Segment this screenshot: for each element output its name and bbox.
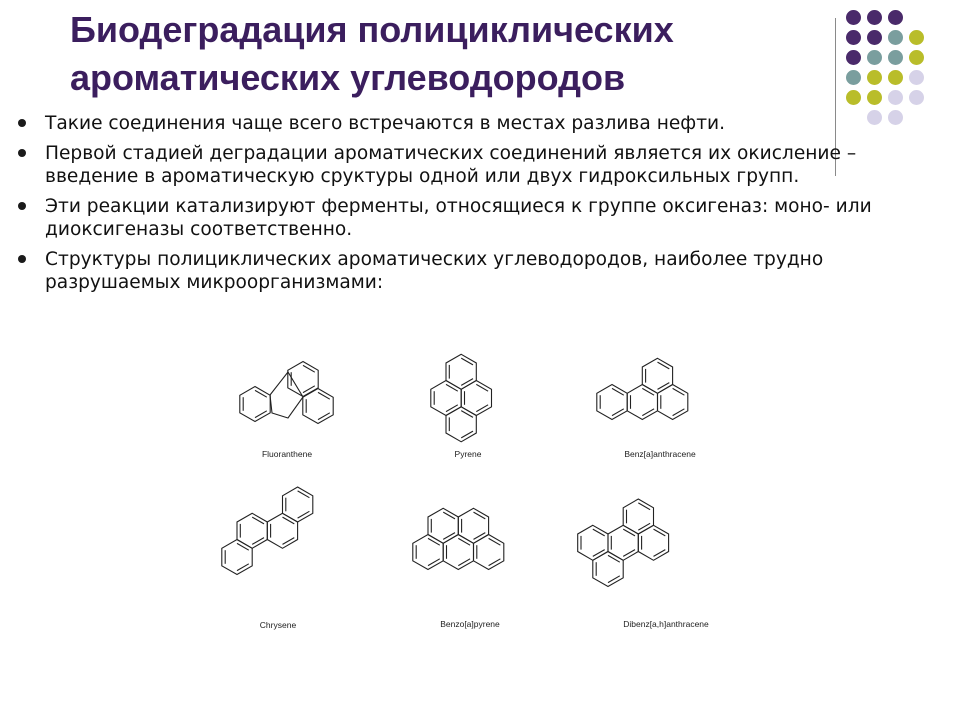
double-bond [443,512,455,519]
aromatic-ring [474,535,504,570]
double-bond [458,559,470,566]
double-bond [283,517,295,524]
double-bond [461,379,473,386]
aromatic-ring [446,354,476,389]
double-bond [237,564,249,571]
double-bond [489,559,501,566]
double-bond [283,538,295,545]
double-bond [303,365,315,372]
chrysene-label: Chrysene [259,620,297,630]
double-bond [608,555,620,562]
bullet-text: Структуры полициклических ароматических углеводородов, наиболее трудно разрушаемых микроорганизмами: [45,249,824,293]
five-membered-ring [270,372,303,418]
double-bond [476,405,488,412]
aromatic-ring [461,381,491,416]
aromatic-ring [413,535,443,570]
double-bond [623,550,635,557]
double-bond [461,411,473,418]
double-bond [476,384,488,391]
benzanthracene-structure [597,358,688,419]
double-bond [252,517,264,524]
benzopyrene-label: Benzo[a]pyrene [440,619,500,629]
aromatic-ring [428,508,458,543]
aromatic-ring [443,535,473,570]
benzanthracene-label: Benz[a]anthracene [624,449,696,459]
double-bond [623,529,635,536]
double-bond [252,538,264,545]
double-bond [255,411,267,418]
double-bond [474,533,486,540]
aromatic-ring [237,513,267,548]
double-bond [255,390,267,397]
double-bond [608,576,620,583]
double-bond [658,383,670,390]
pyrene-label: Pyrene [454,449,482,459]
aromatic-ring [222,540,252,575]
fluoranthene-label: Fluoranthene [261,449,313,459]
title-line-2: ароматических углеводородов [70,57,626,98]
double-bond [461,358,473,365]
double-bond [458,538,470,545]
double-bond [642,409,654,416]
aromatic-ring [458,508,488,543]
dibenzanthracene-structure [578,499,669,587]
benzopyrene-structure [413,508,504,569]
double-bond [612,409,624,416]
aromatic-ring [608,525,638,560]
double-bond [298,491,310,498]
double-bond [489,538,501,545]
double-bond [593,550,605,557]
aromatic-ring [642,358,672,393]
double-bond [318,392,330,399]
bullet-text: Первой стадией деградации ароматических соединений является их окисление – введение в ароматическую сруктуры одной или двух гидроксильных групп. [45,143,857,187]
aromatic-ring [638,525,668,560]
bullet-text: Эти реакции катализируют ферменты, относящиеся к группе оксигеназ: моно- или диоксигеназы соответственно. [45,196,872,240]
aromatic-ring [578,525,608,560]
double-bond [237,543,249,550]
fluoranthene-structure [240,362,333,424]
aromatic-ring [593,552,623,587]
aromatic-ring [446,407,476,442]
double-bond [673,409,685,416]
aromatic-ring [431,381,461,416]
double-bond [612,388,624,395]
dibenzanthracene-label: Dibenz[a,h]anthracene [623,619,709,629]
double-bond [428,538,440,545]
double-bond [446,405,458,412]
double-bond [474,512,486,519]
double-bond [443,533,455,540]
double-bond [673,388,685,395]
aromatic-ring [240,387,270,422]
aromatic-ring [597,385,627,420]
double-bond [642,388,654,395]
aromatic-ring [658,385,688,420]
double-bond [658,362,670,369]
double-bond [654,550,666,557]
double-bond [593,529,605,536]
aromatic-ring [623,499,653,534]
double-bond [446,384,458,391]
double-bond [638,523,650,530]
double-bond [318,413,330,420]
bullet-text: Такие соединения чаще всего встречаются в местах разлива нефти. [45,113,726,134]
chrysene-structure [222,487,313,575]
double-bond [654,529,666,536]
double-bond [638,503,650,510]
double-bond [298,511,310,518]
aromatic-ring [283,487,313,522]
title-line-1: Биодеградация полициклических [70,9,674,50]
pyrene-structure [431,354,492,442]
double-bond [428,559,440,566]
aromatic-ring [267,513,297,548]
aromatic-ring [627,385,657,420]
double-bond [461,431,473,438]
